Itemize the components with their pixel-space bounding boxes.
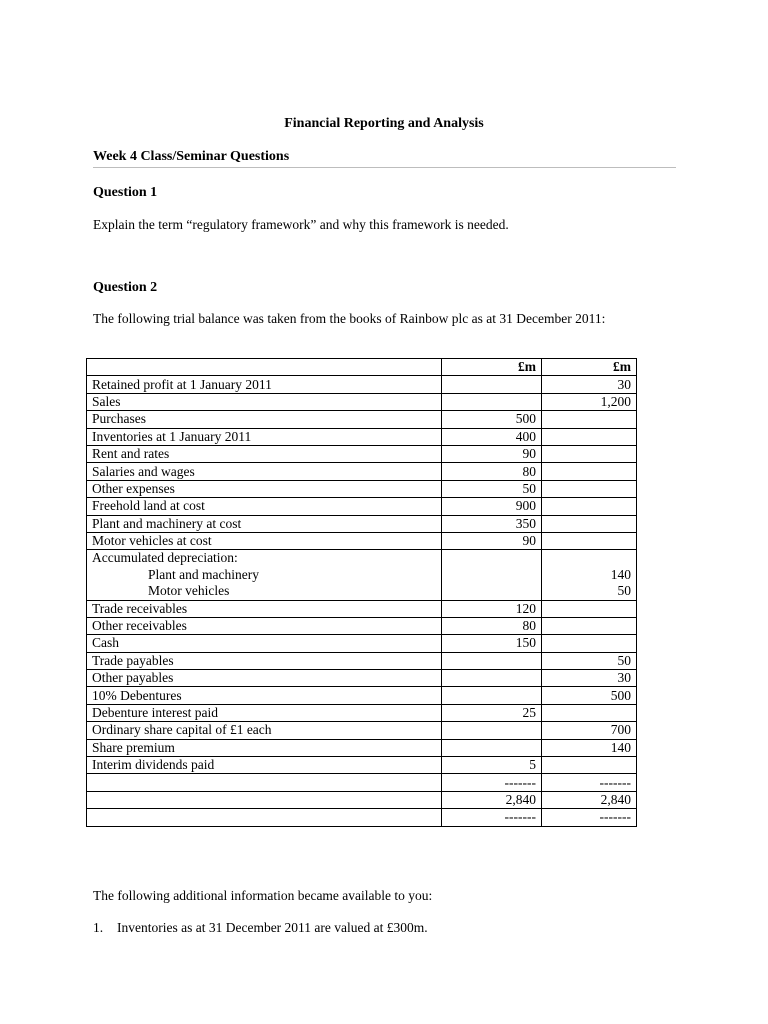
question-2-heading: Question 2 xyxy=(93,280,158,295)
motor-vehicles-label: Motor vehicles xyxy=(148,583,230,599)
row-credit xyxy=(542,411,637,428)
table-header-row xyxy=(87,359,637,376)
row-credit xyxy=(542,463,637,480)
row-credit xyxy=(542,498,637,515)
item-text: Inventories as at 31 December 2011 are valued at £300m. xyxy=(117,920,428,935)
row-debit: 80 xyxy=(442,617,542,634)
row-credit: 140 xyxy=(542,739,637,756)
question-1-text: Explain the term “regulatory framework” and why this framework is needed. xyxy=(93,217,509,232)
row-label: Rent and rates xyxy=(87,445,442,462)
row-credit xyxy=(542,515,637,532)
row-debit xyxy=(442,652,542,669)
rule-credit: ------- xyxy=(542,809,637,826)
total-credit: 2,840 xyxy=(542,791,637,808)
row-debit: 500 xyxy=(442,411,542,428)
row-debit xyxy=(442,722,542,739)
row-label: Freehold land at cost xyxy=(87,498,442,515)
row-debit xyxy=(442,739,542,756)
accumulated-depreciation-cell xyxy=(87,550,442,600)
table-row xyxy=(87,652,637,669)
table-row xyxy=(87,498,637,515)
row-debit: 90 xyxy=(442,532,542,549)
table-row xyxy=(87,428,637,445)
total-label xyxy=(87,791,442,808)
table-row xyxy=(87,617,637,634)
row-credit: 700 xyxy=(542,722,637,739)
accumulated-depreciation-label: Accumulated depreciation: xyxy=(92,550,238,566)
document-subtitle: Week 4 Class/Seminar Questions xyxy=(93,149,676,168)
row-label: Other receivables xyxy=(87,617,442,634)
table-row xyxy=(87,687,637,704)
row-debit: 90 xyxy=(442,445,542,462)
row-label: Inventories at 1 January 2011 xyxy=(87,428,442,445)
row-debit: 900 xyxy=(442,498,542,515)
document-title: Financial Reporting and Analysis xyxy=(284,116,484,131)
table-row xyxy=(87,757,637,774)
accumulated-depreciation-credit xyxy=(542,550,637,600)
row-debit: 120 xyxy=(442,600,542,617)
row-debit: 350 xyxy=(442,515,542,532)
rule-debit: ------- xyxy=(442,774,542,791)
row-credit: 1,200 xyxy=(542,393,637,410)
row-credit: 500 xyxy=(542,687,637,704)
table-row xyxy=(87,393,637,410)
rule-row xyxy=(87,809,637,826)
table-row xyxy=(87,376,637,393)
additional-info-intro: The following additional information became available to you: xyxy=(93,888,433,903)
row-label: Salaries and wages xyxy=(87,463,442,480)
table-row xyxy=(87,670,637,687)
question-2-intro: The following trial balance was taken from the books of Rainbow plc as at 31 December 2011: xyxy=(93,311,606,326)
table-row xyxy=(87,480,637,497)
trial-balance-table xyxy=(86,358,637,827)
row-label: Trade payables xyxy=(87,652,442,669)
header-cell-credit: £m xyxy=(542,359,637,376)
row-debit xyxy=(442,670,542,687)
row-label: Purchases xyxy=(87,411,442,428)
row-credit xyxy=(542,617,637,634)
row-credit xyxy=(542,757,637,774)
table-row xyxy=(87,411,637,428)
rule-row xyxy=(87,774,637,791)
table-row xyxy=(87,635,637,652)
row-label: Share premium xyxy=(87,739,442,756)
table-row xyxy=(87,532,637,549)
row-credit xyxy=(542,480,637,497)
row-debit: 25 xyxy=(442,704,542,721)
table-row xyxy=(87,704,637,721)
row-credit: 30 xyxy=(542,670,637,687)
row-debit: 150 xyxy=(442,635,542,652)
header-cell-label xyxy=(87,359,442,376)
row-label: Motor vehicles at cost xyxy=(87,532,442,549)
table-row xyxy=(87,463,637,480)
row-label: Other expenses xyxy=(87,480,442,497)
plant-machinery-label: Plant and machinery xyxy=(148,566,259,582)
rule-debit: ------- xyxy=(442,809,542,826)
row-debit: 400 xyxy=(442,428,542,445)
table-row xyxy=(87,600,637,617)
row-label: 10% Debentures xyxy=(87,687,442,704)
row-label: Debenture interest paid xyxy=(87,704,442,721)
row-credit: 50 xyxy=(542,652,637,669)
row-label: Ordinary share capital of £1 each xyxy=(87,722,442,739)
row-label: Plant and machinery at cost xyxy=(87,515,442,532)
row-credit xyxy=(542,704,637,721)
row-credit: 30 xyxy=(542,376,637,393)
row-label: Trade receivables xyxy=(87,600,442,617)
row-credit xyxy=(542,635,637,652)
row-credit xyxy=(542,600,637,617)
item-number: 1. xyxy=(93,920,104,935)
table-row xyxy=(87,515,637,532)
header-cell-debit: £m xyxy=(442,359,542,376)
row-debit xyxy=(442,687,542,704)
table-row xyxy=(87,739,637,756)
row-label: Retained profit at 1 January 2011 xyxy=(87,376,442,393)
total-row xyxy=(87,791,637,808)
row-credit xyxy=(542,445,637,462)
plant-machinery-credit: 140 xyxy=(610,566,631,582)
row-label: Cash xyxy=(87,635,442,652)
row-label: Other payables xyxy=(87,670,442,687)
additional-info-item xyxy=(93,920,428,936)
accumulated-depreciation-debit xyxy=(442,550,542,600)
question-1-heading: Question 1 xyxy=(93,185,158,200)
row-label: Sales xyxy=(87,393,442,410)
total-debit: 2,840 xyxy=(442,791,542,808)
accumulated-depreciation-row xyxy=(87,550,637,600)
row-debit: 80 xyxy=(442,463,542,480)
row-credit xyxy=(542,428,637,445)
motor-vehicles-credit: 50 xyxy=(617,583,631,599)
row-label: Interim dividends paid xyxy=(87,757,442,774)
rule-label xyxy=(87,774,442,791)
row-debit xyxy=(442,376,542,393)
row-debit: 50 xyxy=(442,480,542,497)
table-row xyxy=(87,445,637,462)
row-debit xyxy=(442,393,542,410)
table-row xyxy=(87,722,637,739)
rule-credit: ------- xyxy=(542,774,637,791)
rule-label xyxy=(87,809,442,826)
row-credit xyxy=(542,532,637,549)
row-debit: 5 xyxy=(442,757,542,774)
